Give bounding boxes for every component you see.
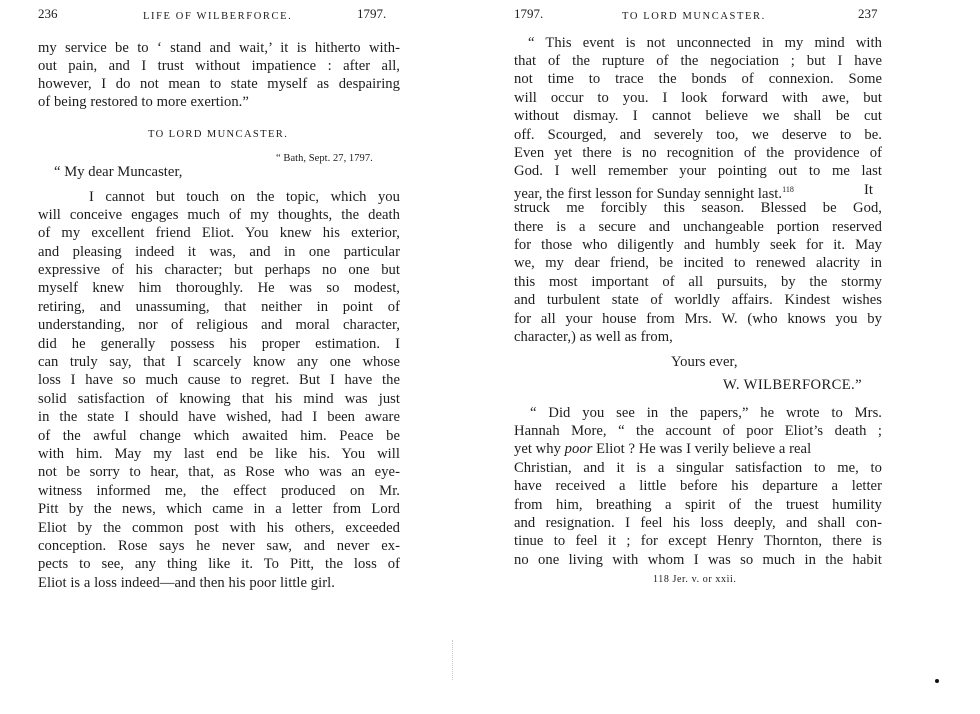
text-line: and turbulent state of worldly affairs. Kindest wishes xyxy=(514,292,882,308)
text-line: we, my dear friend, be incited to renewed alacrity in xyxy=(514,255,882,271)
text-line: and pleasing indeed it was, and in one particular xyxy=(38,244,400,260)
text-line: understanding, nor of religious and moral character, xyxy=(38,317,400,333)
year-right: 1797. xyxy=(514,6,544,21)
text-line: however, I do not mean to state myself as despairing xyxy=(38,76,400,92)
text-line: for all your house from Mrs. W. (who knows you by xyxy=(514,311,882,327)
closing: Yours ever, xyxy=(671,354,738,370)
text-line: Even yet there is no recognition of the providence of xyxy=(514,145,882,161)
text-line: Christian, and it is a singular satisfaction to me, to xyxy=(514,460,882,476)
right-page xyxy=(490,0,980,714)
text-line: have received a little before his departure a letter xyxy=(514,478,882,494)
text-line: with him. May my last end be like his. You will xyxy=(38,446,400,462)
text-line: expressive of his character; but perhaps no one but xyxy=(38,262,400,278)
text-segment: yet why xyxy=(514,441,561,457)
text-line: no one living with whom I was so much in the habit xyxy=(514,552,882,568)
text-line: of being restored to more exertion.” xyxy=(38,94,249,110)
text-line: without dismay. I cannot believe we shall be cut xyxy=(514,108,882,124)
text-line: there is a secure and unchangeable portion reserved xyxy=(514,219,882,235)
text-line: loss I have so much cause to regret. But I have the xyxy=(38,372,400,388)
text-line: in the state I should have wished, had I been aware xyxy=(38,409,400,425)
text-line: can truly say, that I scarcely know any one whose xyxy=(38,354,400,370)
year-left: 1797. xyxy=(357,6,387,21)
text-line: Eliot by the common post with his others, exceeded xyxy=(38,520,400,536)
text-line: conception. Rose says he never saw, and never ex- xyxy=(38,538,400,554)
text-line: solid satisfaction of knowing that his mind was just xyxy=(38,391,400,407)
section-heading: TO LORD MUNCASTER. xyxy=(148,129,289,140)
signature: W. WILBERFORCE.” xyxy=(723,377,862,393)
page-number-right: 237 xyxy=(858,6,878,21)
text-line: of my excellent friend Eliot. You knew his exterior, xyxy=(38,225,400,241)
text-line: did he generally possess his proper estimation. I xyxy=(38,336,400,352)
text-line: myself knew him thoroughly. He was so modest, xyxy=(38,280,400,296)
text-line: witness informed me, the effect produced on Mr. xyxy=(38,483,400,499)
dateline: “ Bath, Sept. 27, 1797. xyxy=(276,153,373,164)
text-line: “ Did you see in the papers,” he wrote to Mrs. xyxy=(530,405,882,421)
text-line: retiring, and unassuming, that neither in point of xyxy=(38,299,400,315)
page-number-left: 236 xyxy=(38,6,58,21)
text-line: my service be to ‘ stand and wait,’ it is hitherto with- xyxy=(38,40,400,56)
text-line: and resignation. I feel his loss deeply, and shall con- xyxy=(514,515,882,531)
text-line: Hannah More, “ the account of poor Eliot’s death ; xyxy=(514,423,882,439)
footnote: 118 Jer. v. or xxii. xyxy=(653,574,737,585)
text-segment: year, the first lesson for Sunday sennight last. xyxy=(514,185,783,202)
text-line xyxy=(514,440,811,458)
text-line: “ This event is not unconnected in my mind with xyxy=(528,35,882,51)
salutation: “ My dear Muncaster, xyxy=(54,164,183,180)
text-line: of the awful change which awaited him. Peace be xyxy=(38,428,400,444)
text-line: God. I well remember your pointing out to me last xyxy=(514,163,882,179)
text-segment: It xyxy=(864,182,874,198)
running-head-left: LIFE OF WILBERFORCE. xyxy=(143,11,293,22)
italic-word: poor xyxy=(564,441,593,457)
text-line: tinue to feel it ; for except Henry Thornton, there is xyxy=(514,533,882,549)
running-head-right: TO LORD MUNCASTER. xyxy=(622,11,766,22)
text-line: pects to see, any thing like it. To Pitt, the loss of xyxy=(38,556,400,572)
text-line: will conceive engages much of my thoughts, the death xyxy=(38,207,400,223)
gutter-mark xyxy=(452,640,454,680)
text-line: character,) as well as from, xyxy=(514,329,673,345)
text-line: will occur to you. I look forward with awe, but xyxy=(514,90,882,106)
text-line: struck me forcibly this season. Blessed be God, xyxy=(514,200,882,216)
text-segment: Eliot ? He was I verily believe a real xyxy=(596,441,812,457)
text-line: Eliot is a loss indeed—and then his poor little girl. xyxy=(38,575,335,591)
footnote-marker: 118 xyxy=(782,185,794,194)
text-line: this most important of all pursuits, by the stormy xyxy=(514,274,882,290)
text-line: off. Scourged, and severely too, we deserve to be. xyxy=(514,127,882,143)
scan-speck xyxy=(935,679,939,683)
text-line: I cannot but touch on the topic, which you xyxy=(89,189,400,205)
text-line: from him, breathing a spirit of the truest humility xyxy=(514,497,882,513)
text-line: that of the rupture of the negociation ; but I have xyxy=(514,53,882,69)
text-line: not be sorry to hear, that, as Rose who was an eye- xyxy=(38,464,400,480)
text-line: out pain, and I trust without impatience : after all, xyxy=(38,58,400,74)
text-line: for those who diligently and humbly seek for it. May xyxy=(514,237,882,253)
text-line: Pitt by the news, which came in a letter from Lord xyxy=(38,501,400,517)
text-line: not time to trace the bonds of connexion. Some xyxy=(514,71,882,87)
